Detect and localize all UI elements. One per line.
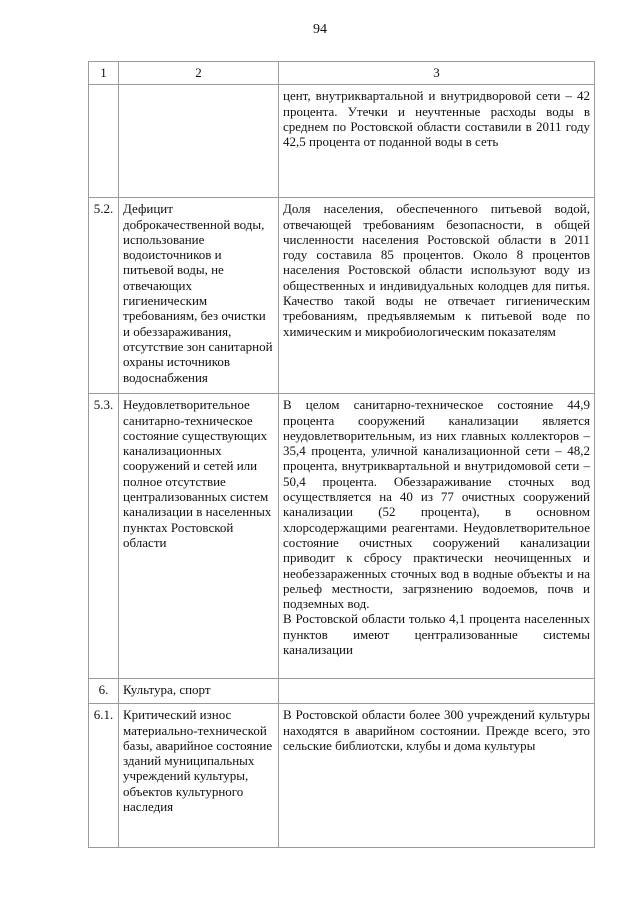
page-number: 94 xyxy=(313,22,327,37)
column-header-1: 1 xyxy=(89,62,119,85)
description-cell xyxy=(279,704,595,848)
description-cell xyxy=(279,679,595,704)
description-paragraph: В целом санитарно-техническое состояние 44,9 процента сооружений канализации является неудовлетворительным, из них главных коллекторов – 35,4 процента, уличной канализационной сети – 48,2 процента, внутриквартальной и внутридомовой сети – 50,4 процента. Обеззараживание сточных вод осуществляется на 40 из 77 очистных сооружений канализации (52 процента), в основном хлорсодержащими реагентами. Неудовлетворительное состояние очистных сооружений канализации приводит к сбросу практически неочищенных и необеззараженных сточных вод в водные объекты и на рельеф местности, загрязнению водоемов, почв и подземных вод. xyxy=(283,397,590,612)
description-paragraph: Доля населения, обеспеченного питьевой водой, отвечающей требованиям безопасности, в общей численности населения Ростовской области в 2011 году составила 85 процентов. Около 8 процентов населения Ростовской области используют воду из общественных и индивидуальных колодцев для питья. Качество такой воды не отвечает гигиеническим требованиям, предъявляемым к питьевой воде по химическим и микробиологическим показателям xyxy=(283,201,590,339)
column-header-2: 2 xyxy=(119,62,279,85)
description-cell xyxy=(279,198,595,394)
column-header-3: 3 xyxy=(279,62,595,85)
row-number: 6. xyxy=(89,679,119,704)
table-row xyxy=(89,679,595,704)
row-number: 6.1. xyxy=(89,704,119,848)
row-number xyxy=(89,85,119,198)
description-paragraph: В Ростовской области только 4,1 процента населенных пунктов имеют централизованные системы канализации xyxy=(283,611,590,658)
table-header-row xyxy=(89,62,595,85)
problem-cell: Неудовлетворительное санитарно-техническое состояние существующих канализационных сооружений и сетей или полное отсутствие централизованных систем канализации в населенных пунктах Ростовской области xyxy=(119,394,279,679)
table-row xyxy=(89,394,595,679)
section-heading-cell: Культура, спорт xyxy=(119,679,279,704)
table-row xyxy=(89,704,595,848)
description-cell xyxy=(279,394,595,679)
description-paragraph: цент, внутриквартальной и внутридворовой сети – 42 процента. Утечки и неучтенные расходы воды в среднем по Ростовской области составили в 2011 году 42,5 процента от поданной воды в сеть xyxy=(283,88,590,150)
problem-cell: Дефицит доброкачественной воды, использование водоисточников и питьевой воды, не отвечающих гигиеническим требованиям, без очистки и обеззараживания, отсутствие зон санитарной охраны источников водоснабжения xyxy=(119,198,279,394)
problem-cell: Критический износ материально-технической базы, аварийное состояние зданий муниципальных учреждений культуры, объектов культурного наследия xyxy=(119,704,279,848)
row-number: 5.3. xyxy=(89,394,119,679)
description-paragraph: В Ростовской области более 300 учреждений культуры находятся в аварийном состоянии. Прежде всего, это сельские библиотски, клубы и дома культуры xyxy=(283,707,590,753)
table-row xyxy=(89,85,595,198)
problem-cell xyxy=(119,85,279,198)
table-row xyxy=(89,198,595,394)
problems-table xyxy=(88,61,595,848)
row-number: 5.2. xyxy=(89,198,119,394)
description-cell xyxy=(279,85,595,198)
